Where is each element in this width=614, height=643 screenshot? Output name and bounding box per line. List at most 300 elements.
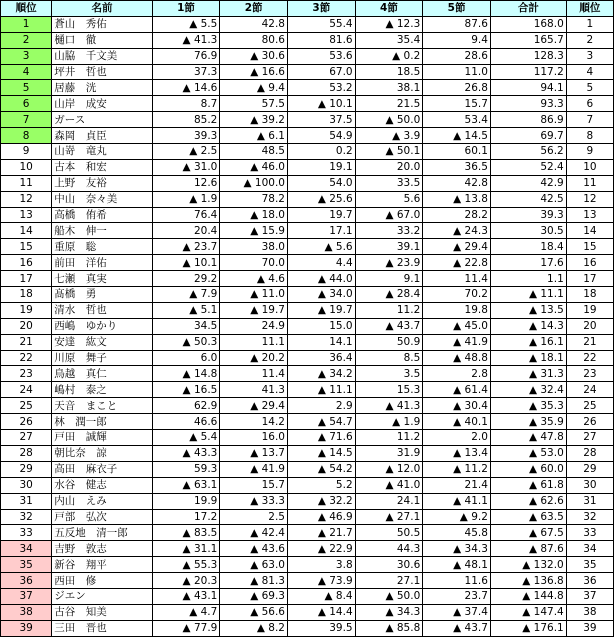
section-4-score: ▲ 41.0	[355, 477, 423, 493]
section-5-score: ▲ 13.4	[423, 445, 491, 461]
section-1-score: ▲ 5.5	[152, 16, 220, 32]
table-row	[1, 207, 614, 223]
rank-cell-right: 7	[566, 112, 613, 128]
total-score: ▲ 144.8	[490, 588, 566, 604]
section-2-score: ▲ 18.0	[220, 207, 288, 223]
total-score: ▲ 14.3	[490, 318, 566, 334]
section-3-score: 54.0	[287, 175, 355, 191]
section-3-score: ▲ 54.7	[287, 414, 355, 430]
section-2-score: ▲ 4.6	[220, 271, 288, 287]
player-name: 髙橋 勇	[52, 287, 152, 303]
section-3-score: ▲ 73.9	[287, 573, 355, 589]
total-score: ▲ 18.1	[490, 350, 566, 366]
section-1-score: 19.9	[152, 493, 220, 509]
section-4-score: ▲ 50.0	[355, 112, 423, 128]
player-name: 古本 和宏	[52, 159, 152, 175]
rank-cell-right: 12	[566, 191, 613, 207]
rank-cell-right: 16	[566, 255, 613, 271]
section-4-score: 33.2	[355, 223, 423, 239]
section-3-score: 15.0	[287, 318, 355, 334]
section-2-score: ▲ 81.3	[220, 573, 288, 589]
section-3-score: ▲ 25.6	[287, 191, 355, 207]
player-name: 戸田 誠輝	[52, 430, 152, 446]
header-section-1: 1節	[152, 1, 220, 17]
total-score: 30.5	[490, 223, 566, 239]
section-5-score: 9.4	[423, 32, 491, 48]
table-row	[1, 175, 614, 191]
header-name: 名前	[52, 1, 152, 17]
rank-cell: 26	[1, 414, 52, 430]
rank-cell-right: 26	[566, 414, 613, 430]
header-section-2: 2節	[220, 1, 288, 17]
section-2-score: ▲ 69.3	[220, 588, 288, 604]
table-row	[1, 16, 614, 32]
rank-cell-right: 27	[566, 430, 613, 446]
section-1-score: ▲ 14.8	[152, 366, 220, 382]
section-4-score: ▲ 12.0	[355, 461, 423, 477]
rank-cell-right: 22	[566, 350, 613, 366]
section-1-score: ▲ 41.3	[152, 32, 220, 48]
section-2-score: 38.0	[220, 239, 288, 255]
header-row	[1, 1, 614, 17]
rank-cell: 17	[1, 271, 52, 287]
total-score: 39.3	[490, 207, 566, 223]
table-row	[1, 32, 614, 48]
section-2-score: ▲ 41.9	[220, 461, 288, 477]
section-3-score: ▲ 46.9	[287, 509, 355, 525]
total-score: ▲ 53.0	[490, 445, 566, 461]
section-1-score: 34.5	[152, 318, 220, 334]
section-5-score: ▲ 61.4	[423, 382, 491, 398]
section-4-score: 3.5	[355, 366, 423, 382]
player-name: ジエン	[52, 588, 152, 604]
section-2-score: 11.1	[220, 334, 288, 350]
section-4-score: ▲ 50.0	[355, 588, 423, 604]
section-1-score: ▲ 43.3	[152, 445, 220, 461]
section-3-score: ▲ 44.0	[287, 271, 355, 287]
section-2-score: ▲ 56.6	[220, 604, 288, 620]
rank-cell-right: 3	[566, 48, 613, 64]
header-rank-right: 順位	[566, 1, 613, 17]
total-score: 42.5	[490, 191, 566, 207]
section-5-score: ▲ 48.8	[423, 350, 491, 366]
table-row	[1, 144, 614, 160]
section-2-score: ▲ 43.6	[220, 541, 288, 557]
rank-cell-right: 29	[566, 461, 613, 477]
section-1-score: ▲ 16.5	[152, 382, 220, 398]
section-2-score: ▲ 11.0	[220, 287, 288, 303]
rank-cell-right: 1	[566, 16, 613, 32]
rank-cell: 7	[1, 112, 52, 128]
section-5-score: ▲ 22.8	[423, 255, 491, 271]
total-score: ▲ 176.1	[490, 620, 566, 636]
table-row	[1, 398, 614, 414]
rank-cell: 9	[1, 144, 52, 160]
section-3-score: ▲ 14.4	[287, 604, 355, 620]
rank-cell-right: 15	[566, 239, 613, 255]
rank-cell: 4	[1, 64, 52, 80]
section-3-score: 67.0	[287, 64, 355, 80]
section-1-score: ▲ 2.5	[152, 144, 220, 160]
rank-cell-right: 23	[566, 366, 613, 382]
section-3-score: ▲ 34.2	[287, 366, 355, 382]
section-1-score: 20.4	[152, 223, 220, 239]
section-1-score: 76.9	[152, 48, 220, 64]
header-rank: 順位	[1, 1, 52, 17]
rank-cell: 2	[1, 32, 52, 48]
rank-cell-right: 11	[566, 175, 613, 191]
player-name: 三田 晋也	[52, 620, 152, 636]
section-2-score: 42.8	[220, 16, 288, 32]
rank-cell-right: 20	[566, 318, 613, 334]
rank-cell: 36	[1, 573, 52, 589]
rank-cell-right: 5	[566, 80, 613, 96]
player-name: 林 潤一郎	[52, 414, 152, 430]
section-4-score: 50.5	[355, 525, 423, 541]
player-name: 蒼山 秀佑	[52, 16, 152, 32]
section-3-score: 2.9	[287, 398, 355, 414]
section-3-score: 0.2	[287, 144, 355, 160]
section-1-score: ▲ 7.9	[152, 287, 220, 303]
section-3-score: 55.4	[287, 16, 355, 32]
section-5-score: ▲ 41.1	[423, 493, 491, 509]
section-4-score: ▲ 3.9	[355, 128, 423, 144]
player-name: 山岸 成安	[52, 96, 152, 112]
rank-cell: 15	[1, 239, 52, 255]
section-2-score: 24.9	[220, 318, 288, 334]
section-1-score: 6.0	[152, 350, 220, 366]
section-5-score: ▲ 30.4	[423, 398, 491, 414]
section-2-score: ▲ 33.3	[220, 493, 288, 509]
section-4-score: 11.2	[355, 430, 423, 446]
table-row	[1, 445, 614, 461]
section-2-score: 15.7	[220, 477, 288, 493]
table-row	[1, 573, 614, 589]
table-row	[1, 366, 614, 382]
section-4-score: ▲ 85.8	[355, 620, 423, 636]
section-5-score: 87.6	[423, 16, 491, 32]
total-score: 117.2	[490, 64, 566, 80]
section-3-score: 53.6	[287, 48, 355, 64]
player-name: 西田 修	[52, 573, 152, 589]
section-3-score: 5.2	[287, 477, 355, 493]
player-name: 鳥越 真仁	[52, 366, 152, 382]
total-score: 168.0	[490, 16, 566, 32]
player-name: 山嵜 竜丸	[52, 144, 152, 160]
total-score: ▲ 87.6	[490, 541, 566, 557]
section-3-score: 36.4	[287, 350, 355, 366]
table-row	[1, 493, 614, 509]
table-row	[1, 557, 614, 573]
section-5-score: 2.8	[423, 366, 491, 382]
rank-cell-right: 4	[566, 64, 613, 80]
table-row	[1, 96, 614, 112]
section-4-score: ▲ 0.2	[355, 48, 423, 64]
header-section-5: 5節	[423, 1, 491, 17]
rank-cell-right: 9	[566, 144, 613, 160]
section-3-score: 37.5	[287, 112, 355, 128]
table-row	[1, 382, 614, 398]
total-score: ▲ 31.3	[490, 366, 566, 382]
section-2-score: ▲ 42.4	[220, 525, 288, 541]
section-1-score: 29.2	[152, 271, 220, 287]
total-score: 128.3	[490, 48, 566, 64]
rank-cell: 6	[1, 96, 52, 112]
section-5-score: 2.0	[423, 430, 491, 446]
player-name: 吉野 敦志	[52, 541, 152, 557]
rank-cell: 25	[1, 398, 52, 414]
player-name: 山脇 千文美	[52, 48, 152, 64]
rank-cell-right: 33	[566, 525, 613, 541]
section-5-score: ▲ 11.2	[423, 461, 491, 477]
section-2-score: 48.5	[220, 144, 288, 160]
player-name: 樋口 徹	[52, 32, 152, 48]
section-4-score: 9.1	[355, 271, 423, 287]
header-section-4: 4節	[355, 1, 423, 17]
table-row	[1, 112, 614, 128]
player-name: 森岡 貞臣	[52, 128, 152, 144]
player-name: 高橋 侑希	[52, 207, 152, 223]
section-4-score: ▲ 1.9	[355, 414, 423, 430]
player-name: 西嶋 ゆかり	[52, 318, 152, 334]
section-2-score: ▲ 9.4	[220, 80, 288, 96]
section-1-score: 59.3	[152, 461, 220, 477]
section-2-score: 14.2	[220, 414, 288, 430]
section-5-score: 60.1	[423, 144, 491, 160]
rank-cell-right: 28	[566, 445, 613, 461]
table-row	[1, 159, 614, 175]
rank-cell: 35	[1, 557, 52, 573]
rank-cell: 38	[1, 604, 52, 620]
section-1-score: ▲ 1.9	[152, 191, 220, 207]
player-name: 居藤 洸	[52, 80, 152, 96]
section-2-score: 78.2	[220, 191, 288, 207]
section-5-score: 15.7	[423, 96, 491, 112]
rank-cell-right: 24	[566, 382, 613, 398]
section-2-score: ▲ 13.7	[220, 445, 288, 461]
rank-cell-right: 10	[566, 159, 613, 175]
section-1-score: ▲ 10.1	[152, 255, 220, 271]
rank-cell-right: 21	[566, 334, 613, 350]
section-5-score: 36.5	[423, 159, 491, 175]
section-1-score: ▲ 23.7	[152, 239, 220, 255]
total-score: 52.4	[490, 159, 566, 175]
player-name: 水谷 健志	[52, 477, 152, 493]
rank-cell-right: 25	[566, 398, 613, 414]
total-score: ▲ 32.4	[490, 382, 566, 398]
player-name: 川原 舞子	[52, 350, 152, 366]
total-score: ▲ 35.9	[490, 414, 566, 430]
section-5-score: 19.8	[423, 302, 491, 318]
section-2-score: ▲ 29.4	[220, 398, 288, 414]
section-3-score: ▲ 21.7	[287, 525, 355, 541]
section-1-score: ▲ 5.4	[152, 430, 220, 446]
total-score: 1.1	[490, 271, 566, 287]
table-row	[1, 541, 614, 557]
section-1-score: ▲ 43.1	[152, 588, 220, 604]
section-4-score: 30.6	[355, 557, 423, 573]
rank-cell: 3	[1, 48, 52, 64]
section-5-score: ▲ 34.3	[423, 541, 491, 557]
rank-cell: 10	[1, 159, 52, 175]
table-row	[1, 620, 614, 636]
section-5-score: 53.4	[423, 112, 491, 128]
section-5-score: 28.6	[423, 48, 491, 64]
header-total: 合計	[490, 1, 566, 17]
section-1-score: ▲ 5.1	[152, 302, 220, 318]
rank-cell: 28	[1, 445, 52, 461]
section-1-score: 46.6	[152, 414, 220, 430]
total-score: 165.7	[490, 32, 566, 48]
rank-cell: 23	[1, 366, 52, 382]
table-row	[1, 48, 614, 64]
section-3-score: 4.4	[287, 255, 355, 271]
rank-cell: 27	[1, 430, 52, 446]
section-5-score: ▲ 13.8	[423, 191, 491, 207]
section-2-score: ▲ 63.0	[220, 557, 288, 573]
table-row	[1, 302, 614, 318]
total-score: ▲ 61.8	[490, 477, 566, 493]
player-name: 高田 麻衣子	[52, 461, 152, 477]
table-row	[1, 604, 614, 620]
section-2-score: 11.4	[220, 366, 288, 382]
section-4-score: 39.1	[355, 239, 423, 255]
rank-cell-right: 38	[566, 604, 613, 620]
rank-cell: 11	[1, 175, 52, 191]
section-2-score: 41.3	[220, 382, 288, 398]
section-5-score: 23.7	[423, 588, 491, 604]
section-3-score: 19.7	[287, 207, 355, 223]
section-5-score: 11.0	[423, 64, 491, 80]
rank-cell-right: 35	[566, 557, 613, 573]
total-score: ▲ 60.0	[490, 461, 566, 477]
rank-cell-right: 13	[566, 207, 613, 223]
total-score: ▲ 35.3	[490, 398, 566, 414]
section-5-score: ▲ 43.7	[423, 620, 491, 636]
player-name: 朝比奈 諒	[52, 445, 152, 461]
player-name: ガース	[52, 112, 152, 128]
total-score: ▲ 16.1	[490, 334, 566, 350]
player-name: 重原 聡	[52, 239, 152, 255]
table-row	[1, 509, 614, 525]
section-4-score: 50.9	[355, 334, 423, 350]
section-2-score: ▲ 46.0	[220, 159, 288, 175]
section-4-score: 21.5	[355, 96, 423, 112]
section-4-score: 8.5	[355, 350, 423, 366]
section-1-score: ▲ 31.1	[152, 541, 220, 557]
section-4-score: ▲ 41.3	[355, 398, 423, 414]
section-1-score: ▲ 31.0	[152, 159, 220, 175]
rank-cell: 29	[1, 461, 52, 477]
rank-cell-right: 32	[566, 509, 613, 525]
section-4-score: 11.2	[355, 302, 423, 318]
rank-cell: 33	[1, 525, 52, 541]
section-3-score: 53.2	[287, 80, 355, 96]
player-name: 上野 友裕	[52, 175, 152, 191]
rank-cell: 22	[1, 350, 52, 366]
section-5-score: 70.2	[423, 287, 491, 303]
section-5-score: 21.4	[423, 477, 491, 493]
player-name: 嶋村 泰之	[52, 382, 152, 398]
total-score: 17.6	[490, 255, 566, 271]
player-name: 古谷 知美	[52, 604, 152, 620]
player-name: 新谷 翔平	[52, 557, 152, 573]
rank-cell-right: 36	[566, 573, 613, 589]
section-3-score: ▲ 71.6	[287, 430, 355, 446]
section-3-score: ▲ 22.9	[287, 541, 355, 557]
section-2-score: 57.5	[220, 96, 288, 112]
section-5-score: ▲ 9.2	[423, 509, 491, 525]
table-row	[1, 588, 614, 604]
total-score: ▲ 147.4	[490, 604, 566, 620]
section-5-score: 42.8	[423, 175, 491, 191]
section-1-score: 17.2	[152, 509, 220, 525]
section-2-score: ▲ 39.2	[220, 112, 288, 128]
table-row	[1, 287, 614, 303]
player-name: 中山 奈々美	[52, 191, 152, 207]
section-1-score: 37.3	[152, 64, 220, 80]
total-score: ▲ 13.5	[490, 302, 566, 318]
total-score: 69.7	[490, 128, 566, 144]
table-row	[1, 271, 614, 287]
total-score: 93.3	[490, 96, 566, 112]
table-row	[1, 64, 614, 80]
total-score: 18.4	[490, 239, 566, 255]
section-1-score: ▲ 50.3	[152, 334, 220, 350]
section-1-score: ▲ 20.3	[152, 573, 220, 589]
rank-cell-right: 8	[566, 128, 613, 144]
section-5-score: ▲ 37.4	[423, 604, 491, 620]
rank-cell-right: 31	[566, 493, 613, 509]
rank-cell: 31	[1, 493, 52, 509]
section-2-score: ▲ 6.1	[220, 128, 288, 144]
table-row	[1, 191, 614, 207]
table-row	[1, 128, 614, 144]
table-row	[1, 430, 614, 446]
section-1-score: ▲ 4.7	[152, 604, 220, 620]
rank-cell: 24	[1, 382, 52, 398]
section-1-score: 76.4	[152, 207, 220, 223]
section-3-score: 81.6	[287, 32, 355, 48]
player-name: 内山 えみ	[52, 493, 152, 509]
total-score: 86.9	[490, 112, 566, 128]
rank-cell-right: 14	[566, 223, 613, 239]
rank-cell-right: 17	[566, 271, 613, 287]
rank-cell-right: 19	[566, 302, 613, 318]
section-4-score: 35.4	[355, 32, 423, 48]
total-score: 42.9	[490, 175, 566, 191]
rank-cell: 30	[1, 477, 52, 493]
section-4-score: ▲ 12.3	[355, 16, 423, 32]
section-3-score: 14.1	[287, 334, 355, 350]
section-4-score: 44.3	[355, 541, 423, 557]
rank-cell: 13	[1, 207, 52, 223]
player-name: 五反地 清一郎	[52, 525, 152, 541]
section-3-score: ▲ 54.2	[287, 461, 355, 477]
player-name: 清水 哲也	[52, 302, 152, 318]
total-score: ▲ 132.0	[490, 557, 566, 573]
section-1-score: 39.3	[152, 128, 220, 144]
table-row	[1, 255, 614, 271]
section-4-score: 38.1	[355, 80, 423, 96]
section-1-score: ▲ 63.1	[152, 477, 220, 493]
rank-cell-right: 6	[566, 96, 613, 112]
section-3-score: 3.8	[287, 557, 355, 573]
section-5-score: 11.4	[423, 271, 491, 287]
section-5-score: ▲ 29.4	[423, 239, 491, 255]
rank-cell: 5	[1, 80, 52, 96]
section-3-score: 19.1	[287, 159, 355, 175]
